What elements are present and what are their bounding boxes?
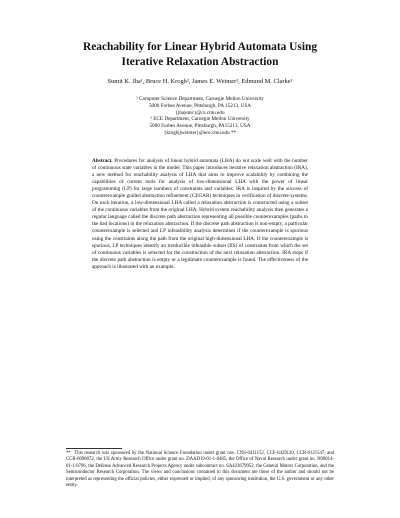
- footnote-divider: [66, 448, 122, 449]
- abstract-label: Abstract.: [92, 158, 113, 164]
- affiliation-line: 5000 Forbes Avenue, Pittsburgh, PA 15213, USA: [148, 102, 252, 109]
- funding-footnote: [66, 451, 334, 489]
- paper-title: [40, 40, 360, 70]
- footnote-text: This research was sponsored by the National Science Foundation under grant nos. CNS-0411152, CCF-0429120, CCR-0121547, and CCR-0098072, the US Army Research Office under grant no. DAAD19-01-1-0485, the Office of Naval Research under grant no. N00014-01-1-0796, the Defense Advanced Research Projects Agency under subcontract no. SA423679952, the General Motors Corporation, and the Semiconductor Research Corporation. The views and conclusions contained in this document are those of the author and should not be interpreted as representing the official policies, either expressed or implied, of any sponsoring institution, the U.S. government or any other entity.: [66, 451, 334, 489]
- affiliation-line: 5000 Forbes Avenue, Pittsburgh, PA15213, USA: [149, 123, 251, 130]
- affiliation-line: ¹ Computer Science Department, Carnegie Mellon University: [136, 96, 264, 102]
- affiliations: [40, 96, 360, 137]
- title-line-2: Iterative Relaxation Abstraction: [121, 56, 279, 68]
- abstract: [92, 158, 308, 271]
- title-line-1: Reachability for Linear Hybrid Automata Using: [82, 41, 318, 53]
- affiliation-email: {krogh|jweimer}@ece.cmu.edu **: [163, 129, 237, 136]
- affiliation-line: ² ECE Department, Carnegie Mellon University: [150, 116, 250, 123]
- affiliation-email: {jha|emc}@cs.cmu.edu: [175, 109, 225, 116]
- footnote-mark: **: [66, 451, 71, 456]
- author-list: Sumit K. Jha¹, Bruce H. Krogh², James E. Weimer², Edmund M. Clarke¹: [107, 78, 293, 85]
- abstract-text: Procedures for analysis of linear hybrid automata (LHA) do not scale well with the number of continuous state variables in the model. This paper introduces iterative relaxation abstraction (IRA), a new method for reachability analysis of LHA that aims to improve scalability by combining the capabilities of current tools for analysis of low-dimensional LHA with the power of linear programming (LP) for large numbers of constraints and variables. IRA is inspired by the success of counterexample guided abstraction refinement (CEGAR) techniques in verification of discrete systems. On each iteration, a low-dimensional LHA called a relaxation abstraction is constructed using a subset of the continuous variables from the original LHA. Hybrid system reachability analysis then generates a regular language called the discrete path abstraction representing all possible counterexamples (paths to the bad locations) in the relaxation abstraction. If the discrete path abstraction is non-empty, a particular counterexample is selected and LP infeasibility analysis determines if the counterexample is spurious using the constraints along the path from the original high-dimensional LHA. If the counterexample is spurious, LP techniques identify an irreducible infeasible subset (IIS) of constraints from which the set of continuous variables is selected for the construction of the next relaxation abstraction. IRA stops if the discrete path abstraction is empty or a legitimate counterexample is found. The effectiveness of the approach is illustrated with an example.: [92, 158, 308, 270]
